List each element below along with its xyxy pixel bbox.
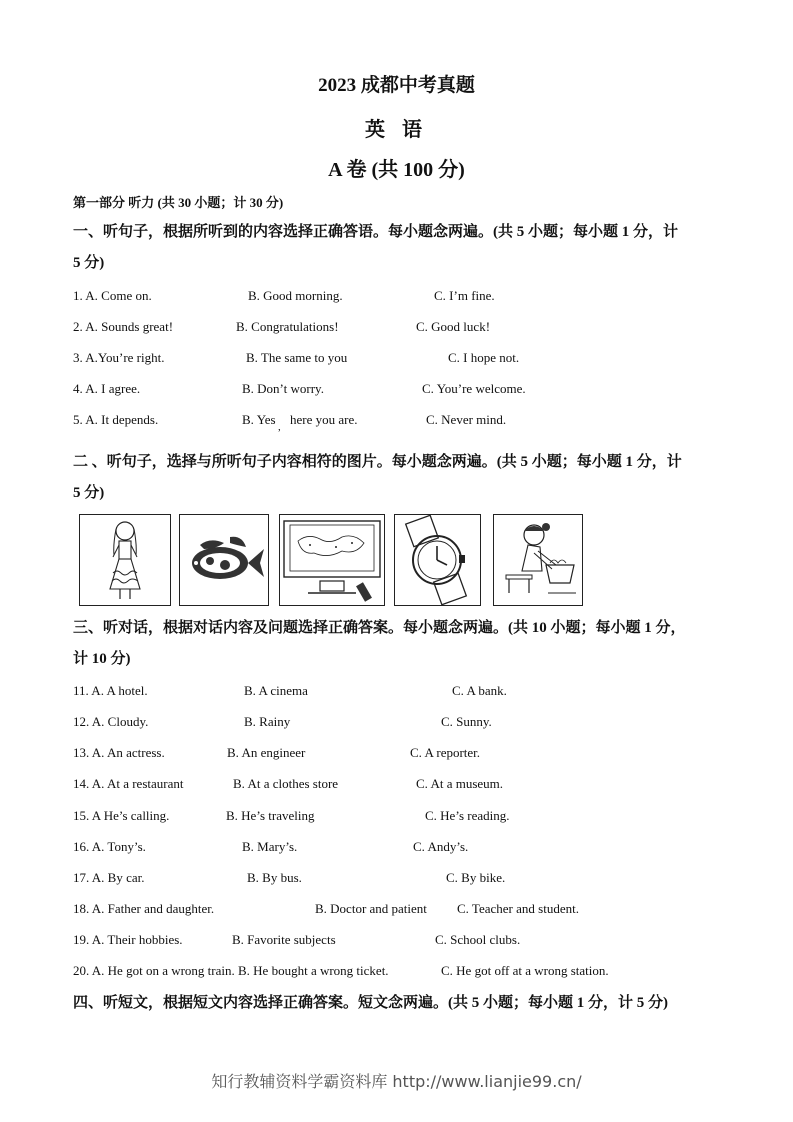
section1-line1: 一、听句子，根据所听到的内容选择正确答语。每小题念两遍。(共 5 小题；每小题 1 分，计 (73, 224, 678, 240)
section3-line1: 三、听对话，根据对话内容及问题选择正确答案。每小题念两遍。(共 10 小题；每小题 1 分， (73, 620, 686, 636)
q20-option-c: C. He got off at a wrong station. (441, 963, 609, 978)
q17-option-b: B. By bus. (247, 870, 302, 885)
q15-option-c: C. He’s reading. (425, 808, 510, 823)
q2-option-b: B. Congratulations! (236, 319, 339, 334)
q3-option-a: 3. A.You’re right. (73, 350, 165, 365)
q16-option-c: C. Andy’s. (413, 839, 469, 854)
q2-option-c: C. Good luck! (416, 319, 491, 334)
q2-option-a: 2. A. Sounds great! (73, 319, 174, 334)
picture-tv-map (279, 514, 385, 606)
watch-icon (395, 515, 480, 605)
q5-option-a: 5. A. It depends. (73, 412, 159, 427)
q1-option-a: 1. A. Come on. (73, 288, 152, 303)
section2-line2: 5 分) (73, 485, 105, 501)
q15-option-b: B. He’s traveling (226, 808, 315, 823)
q14-option-a: 14. A. At a restaurant (73, 776, 184, 791)
q3-option-c: C. I hope not. (448, 350, 520, 365)
q19-option-a: 19. A. Their hobbies. (73, 932, 183, 947)
q1-option-c: C. I’m fine. (434, 288, 495, 303)
q1-option-b: B. Good morning. (248, 288, 343, 303)
q11-option-b: B. A cinema (244, 683, 308, 698)
q11-option-c: C. A bank. (452, 683, 507, 698)
q5-option-c: C. Never mind. (426, 412, 507, 427)
exam-title: 2023 成都中考真题 (318, 75, 475, 96)
q4-option-b: B. Don’t worry. (242, 381, 324, 396)
q19-option-c: C. School clubs. (435, 932, 521, 947)
section1-instructions (73, 217, 723, 279)
q17-option-a: 17. A. By car. (73, 870, 145, 885)
q3-option-b: B. The same to you (246, 350, 348, 365)
q12-option-c: C. Sunny. (441, 714, 492, 729)
q18-option-a: 18. A. Father and daughter. (73, 901, 215, 916)
section3-line2: 计 10 分) (73, 651, 131, 667)
girl-icon (80, 515, 170, 605)
q12-option-b: B. Rainy (244, 714, 291, 729)
q4-option-a: 4. A. I agree. (73, 381, 141, 396)
subject-title: 英 语 (365, 119, 428, 141)
q4-option-c: C. You’re welcome. (422, 381, 526, 396)
q15-option-a: 15. A He’s calling. (73, 808, 170, 823)
q14-option-b: B. At a clothes store (233, 776, 339, 791)
fish-icon (180, 515, 268, 605)
footer-watermark: 知行教辅资料学霸资料库 http://www.lianjie99.cn/ (211, 1072, 582, 1091)
q13-option-c: C. A reporter. (410, 745, 481, 760)
picture-girl-washing (493, 514, 583, 606)
section2-line1: 二 、听句子，选择与所听句子内容相符的图片。每小题念两遍。(共 5 小题；每小题 1 分，计 (73, 454, 682, 470)
volume-title: A 卷 (共 100 分) (328, 159, 465, 181)
q12-option-a: 12. A. Cloudy. (73, 714, 149, 729)
q5-option-b: B. Yes (242, 412, 276, 427)
q20-options-ab: 20. A. He got on a wrong train. B. He bought a wrong ticket. (73, 963, 389, 978)
q19-option-b: B. Favorite subjects (232, 932, 336, 947)
washing-icon (494, 515, 582, 605)
picture-paper-cut-fish (179, 514, 269, 606)
section2-pictures (79, 514, 585, 606)
q17-option-c: C. By bike. (446, 870, 506, 885)
section4-instructions: 四、听短文，根据短文内容选择正确答案。短文念两遍。(共 5 小题；每小题 1 分，计 5 分) (73, 995, 668, 1011)
q18-option-c: C. Teacher and student. (457, 901, 579, 916)
section1-line2: 5 分) (73, 255, 105, 271)
q5-comma: , (278, 421, 281, 433)
section2-instructions (73, 447, 723, 509)
q13-option-b: B. An engineer (227, 745, 306, 760)
q14-option-c: C. At a museum. (416, 776, 504, 791)
q5-option-b-rest: here you are. (290, 412, 358, 427)
q16-option-a: 16. A. Tony’s. (73, 839, 146, 854)
q11-option-a: 11. A. A hotel. (73, 683, 148, 698)
q18-option-b: B. Doctor and patient (315, 901, 427, 916)
picture-girl-dress (79, 514, 171, 606)
q13-option-a: 13. A. An actress. (73, 745, 165, 760)
part1-heading: 第一部分 听力 (共 30 小题；计 30 分) (73, 195, 284, 210)
tv-icon (280, 515, 384, 605)
section3-instructions (73, 613, 723, 675)
q16-option-b: B. Mary’s. (242, 839, 298, 854)
picture-watch (394, 514, 481, 606)
